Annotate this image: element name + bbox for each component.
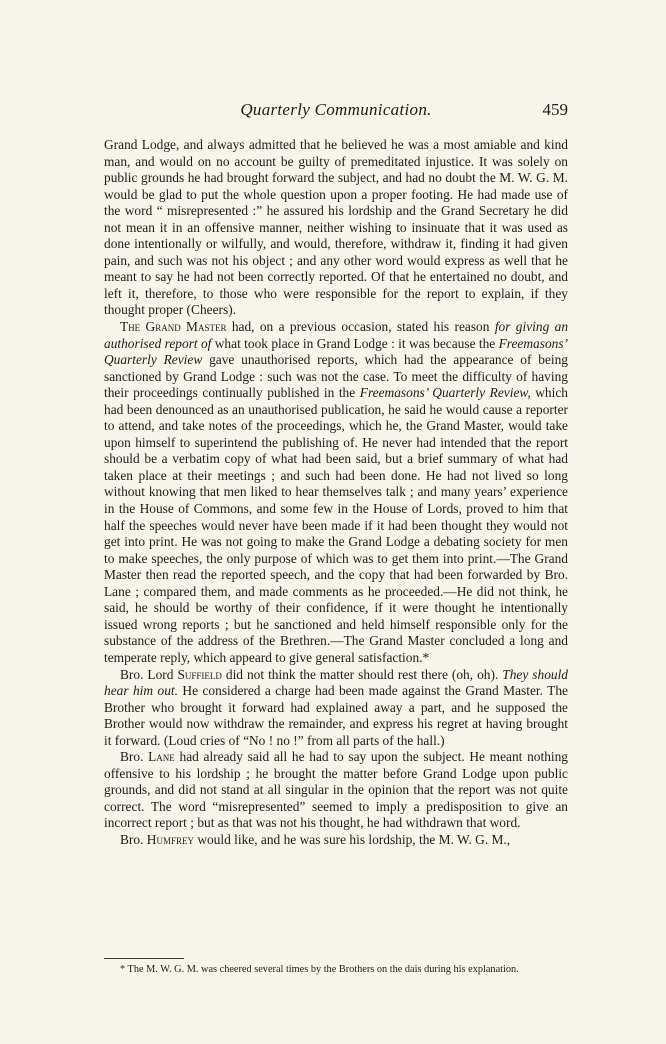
speaker-name: Suffield	[177, 666, 222, 682]
paragraph-suffield	[104, 667, 568, 750]
paragraph-text: would like, and he was sure his lordship, the M. W. G. M.,	[193, 831, 511, 847]
paragraph-text: what took place in Grand Lodge : it was because the	[211, 335, 499, 351]
page-number: 459	[542, 100, 568, 119]
paragraph-text: which had been denounced as an unauthorised publication, he said he would cause a reporter to attend, and take notes of the proceedings, which he, the Grand Master, would take upon himself to superintend the publishing of. He never had intended that the report should be a verbatim copy of what had been said, but a brief summary of what had taken place at their meetings ; and such had been done. He had not lived so long without knowing that men liked to hear themselves talk ; and many years’ experience in the House of Commons, and some few in the House of Lords, proved to him that half the speeches would never have been made if it had been thought they would not get into print. He was not going to make the Grand Lodge a debating society for men to make speeches, the only purpose of which was to get them into print.—The Grand Master then read the reported speech, and the copy that had been forwarded by Bro. Lane ; compared them, and made comments as he proceeded.—He did not think, he said, he should be worthy of their confidence, if it were thought he intentionally issued wrong reports ; but he sanctioned and held himself responsible only for the substance of the address of the Brethren.—The Grand Master concluded a long and temperate reply, which appeard to give general satisfaction.*	[104, 385, 568, 665]
italic-text: for giving an authorised report of	[104, 319, 569, 351]
italic-text: They should hear him out.	[104, 666, 568, 699]
paragraph-text: had already said all he had to say upon the subject. He meant nothing offensive to his lordship ; he brought the matter before Grand Lodge upon public grounds, and did not stand at all singular in the opinion that the report was not quite correct. The word “misrepresented” seemed to imply a predisposition to give an incorrect report ; but as that was not his thought, he had withdrawn that word.	[104, 749, 568, 831]
paragraph-text: had, on a previous occasion, stated his reason	[226, 319, 495, 335]
paragraph-humfrey	[104, 832, 568, 849]
body-text	[104, 137, 568, 849]
speaker-name: The Grand Master	[120, 319, 227, 335]
speaker-prefix: Bro.	[120, 831, 147, 847]
speaker-name: Humfrey	[146, 831, 194, 847]
speaker-prefix: Bro.	[120, 749, 149, 765]
paragraph-text: He considered a charge had been made against the Grand Master. The Brother who brought it forward had explained away a part, and he supposed the Brother would now withdraw the remainder, and express his regret at having brought it forward. (Loud cries of “No ! no !” from all parts of the hall.)	[104, 683, 568, 748]
publication-title: Freemasons’ Quarterly Review	[104, 335, 569, 368]
speaker-name: Lane	[148, 749, 175, 765]
paragraph-lane	[104, 749, 568, 832]
page-header	[104, 100, 568, 124]
paragraph-continuation: Grand Lodge, and always admitted that he believed he was a most amiable and kind man, and would on no account be guilty of premeditated injustice. It was solely on public grounds he had brought forward the subject, and had no doubt the M. W. G. M. would be glad to put the whole question upon a proper footing. He had made use of the word “ misrepresented :” he assured his lordship and the Grand Secretary he did not mean it in an offensive manner, neither wishing to insinuate that it was used as done intentionally or wilfully, and would, therefore, withdraw it, finding it had given pain, and such was not his object ; and any other word would express as well that he meant to say he had not been correctly reported. Of that he entertained no doubt, and left it, therefore, to those who were responsible for the report to explain, if they thought proper (Cheers).	[104, 137, 568, 318]
running-title: Quarterly Communication.	[240, 100, 432, 119]
footnote-rule	[104, 958, 184, 959]
paragraph-text: did not think the matter should rest there (oh, oh).	[221, 666, 503, 682]
publication-title: Freemasons’ Quarterly Review,	[359, 385, 531, 401]
speaker-prefix: Bro. Lord	[120, 666, 178, 682]
paragraph-grand-master	[104, 319, 568, 666]
footnote: * The M. W. G. M. was cheered several times by the Brothers on the dais during his explanation.	[120, 964, 519, 975]
paragraph-text: gave unauthorised reports, which had the appearance of being sanctioned by Grand Lodge : such was not the case. To meet the difficulty of having their proceedings continually published in the	[104, 352, 568, 401]
